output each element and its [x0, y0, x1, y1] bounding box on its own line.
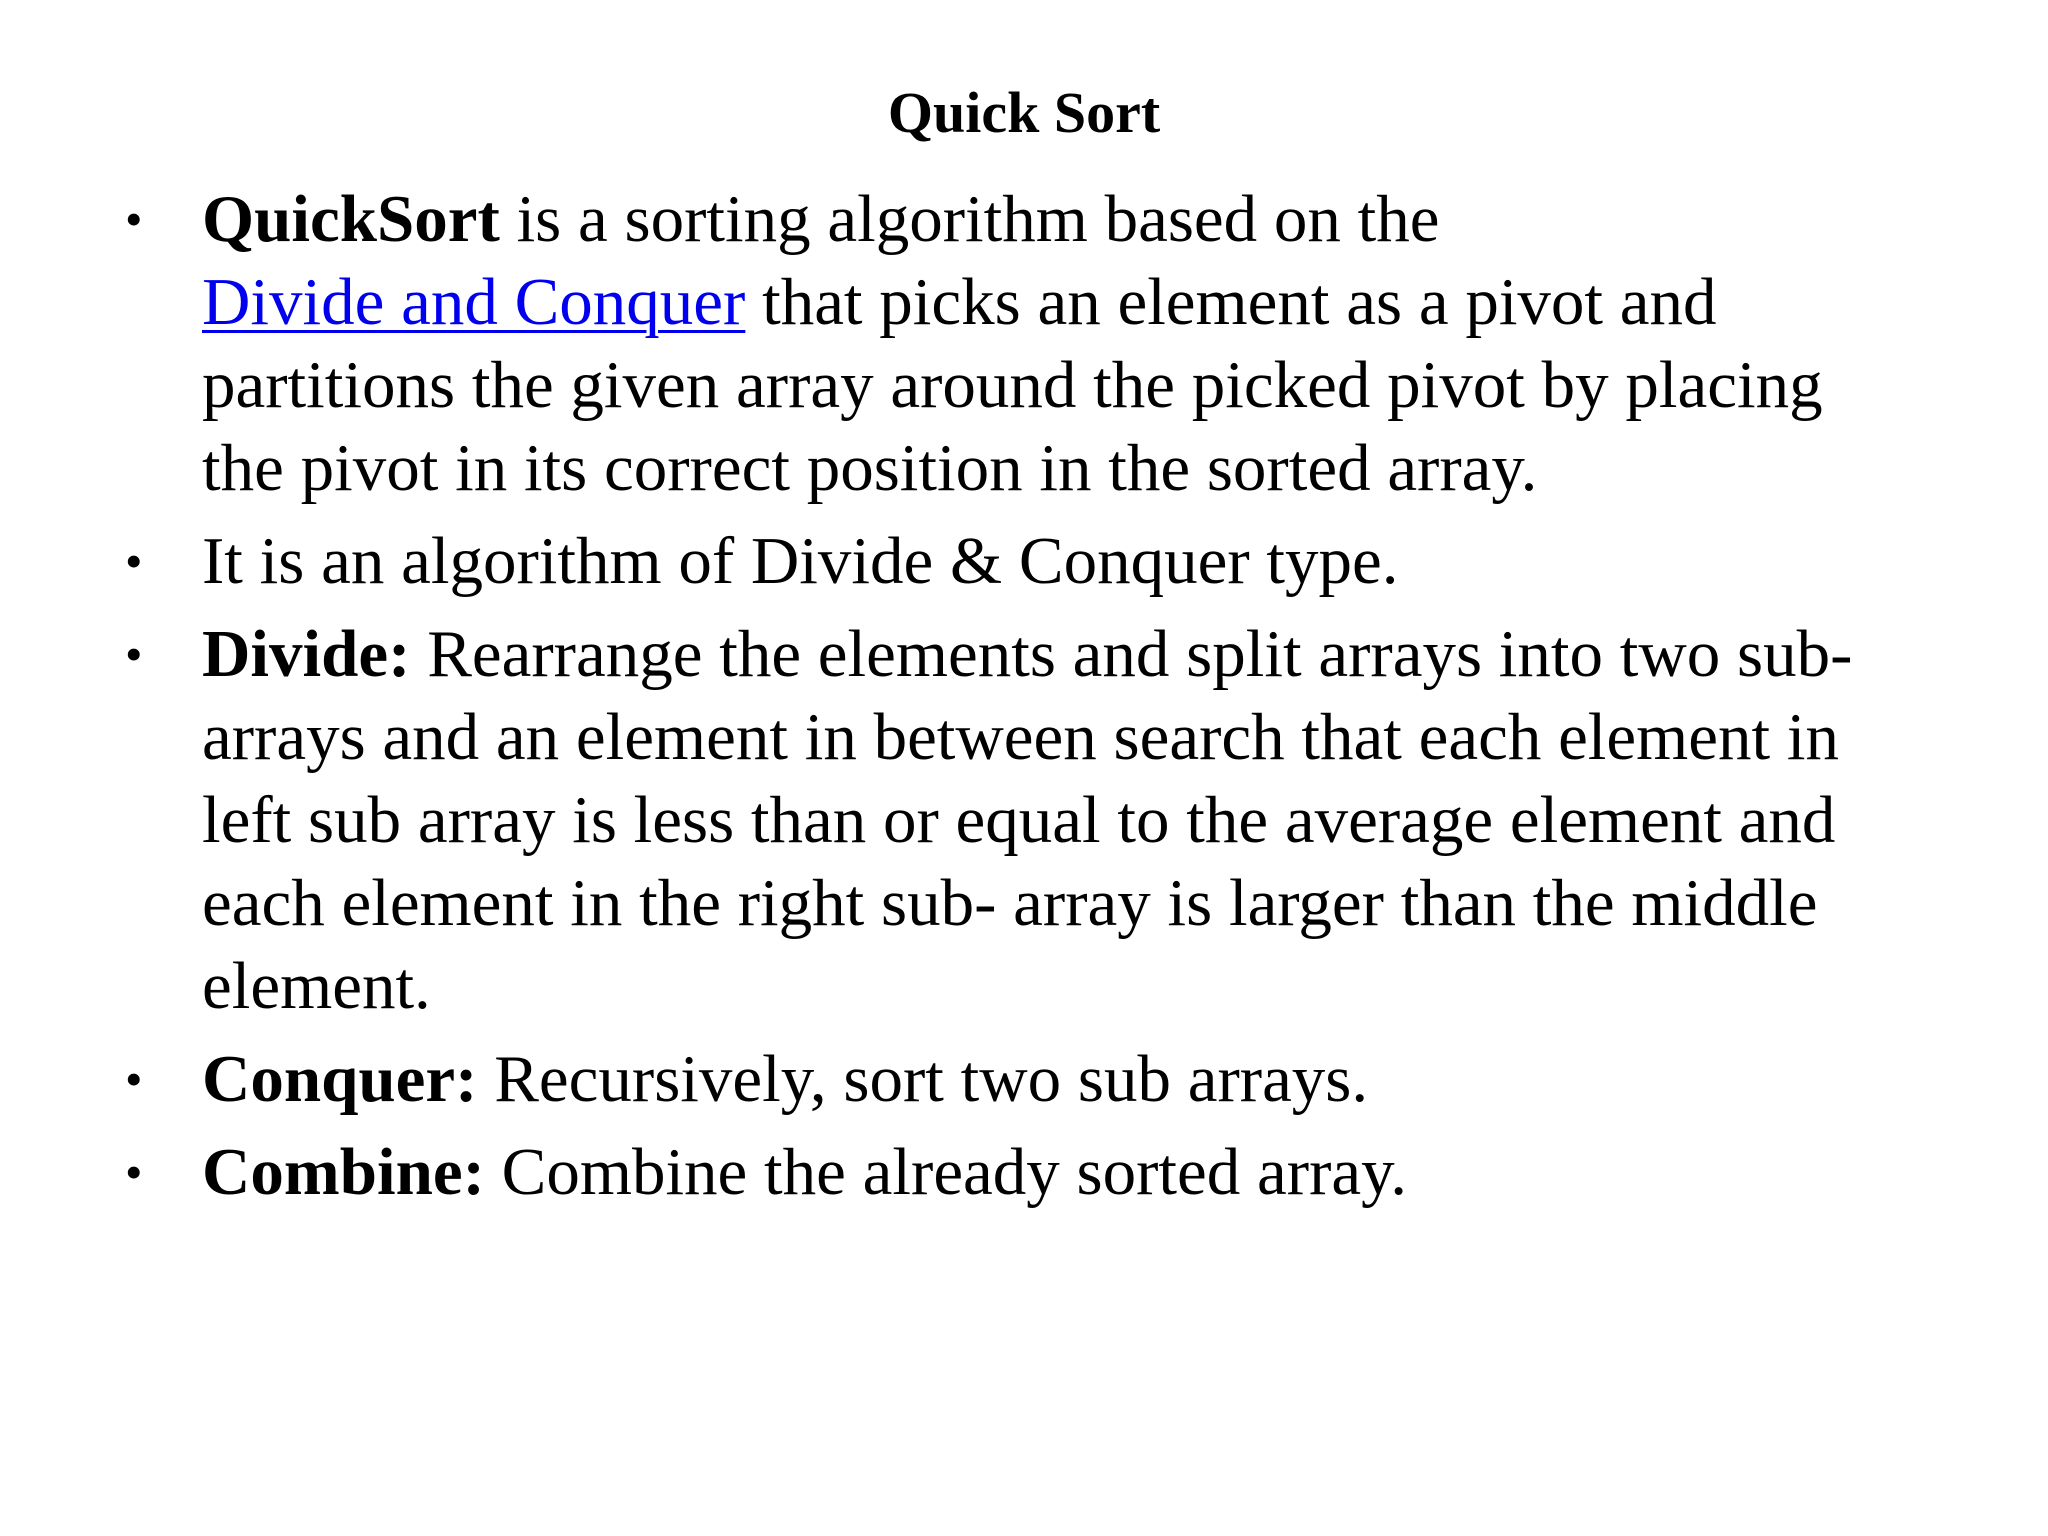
bullet-icon: •: [125, 626, 143, 682]
term-conquer: Conquer:: [202, 1042, 478, 1116]
bullet-icon: •: [125, 1144, 143, 1200]
bullet-text: Recursively, sort two sub arrays.: [477, 1042, 1369, 1116]
term-quicksort: QuickSort: [202, 182, 500, 256]
bullet-quicksort-definition: [118, 178, 1918, 510]
bullet-icon: •: [125, 1051, 143, 1107]
term-divide: Divide:: [202, 617, 411, 691]
bullet-icon: •: [125, 191, 143, 247]
bullet-text: Combine the already sorted array.: [484, 1135, 1408, 1209]
bullet-text: Rearrange the elements and split arrays into two sub-arrays and an element in between search that each element in left sub array is less than or equal to the average element and each element in the right sub- array is larger than the middle element.: [202, 617, 1853, 1023]
bullet-text: is a sorting algorithm based on the: [499, 182, 1440, 256]
bullet-combine: [118, 1131, 1918, 1214]
slide-title: Quick Sort: [887, 80, 1161, 145]
term-combine: Combine:: [202, 1135, 485, 1209]
bullet-text: It is an algorithm of Divide & Conquer type.: [202, 524, 1399, 598]
bullet-list: [118, 178, 1918, 1224]
bullet-divide: [118, 613, 1918, 1028]
bullet-conquer: [118, 1038, 1918, 1121]
bullet-icon: •: [125, 533, 143, 589]
bullet-text: that picks an element as a pivot and partitions the given array around the picked pivot by placing the pivot in its correct position in the sorted array.: [202, 265, 1823, 505]
divide-and-conquer-link[interactable]: Divide and Conquer: [202, 265, 746, 339]
bullet-algorithm-type: [118, 520, 1918, 603]
